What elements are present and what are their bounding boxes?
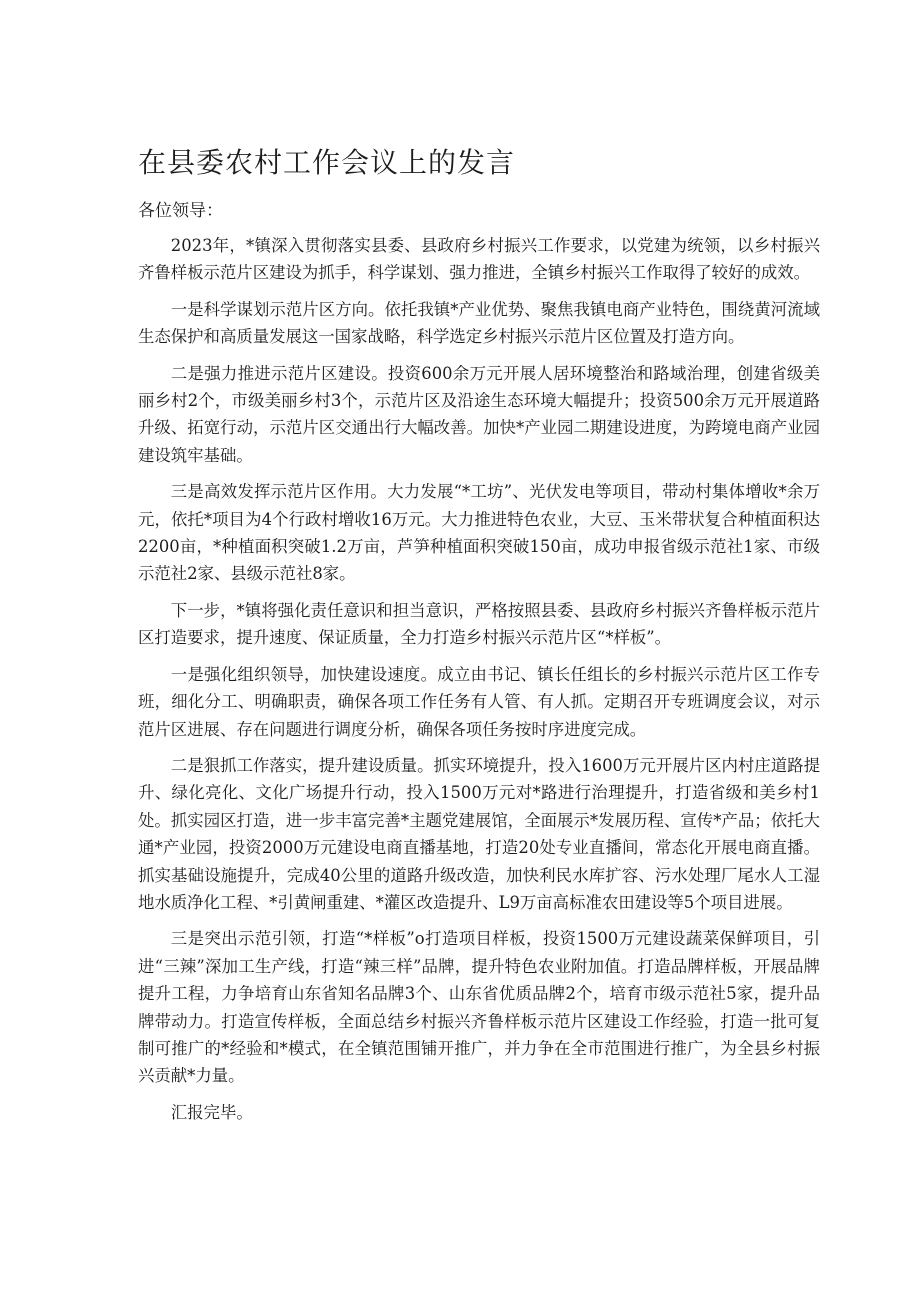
paragraph-next-step: 下一步，*镇将强化责任意识和担当意识，严格按照县委、县政府乡村振兴齐鲁样板示范片区打造要求，提升速度、保证质量，全力打造乡村振兴示范片区“*样板”。 <box>138 600 820 648</box>
paragraph-implementation: 二是狠抓工作落实，提升建设质量。抓实环境提升，投入1600万元开展片区内村庄道路提升、绿化亮化、文化广场提升行动，投入1500万元对*路进行治理提升，打造省级和美乡村1处。抓实园区打造，进一步丰富完善*主题党建展馆，全面展示*发展历程、宣传*产品；依托大通*产业园，投资2000万元建设电商直播基地，打造20处专业直播间，常态化开展电商直播。抓实基础设施提升，完成40公里的道路升级改造，加快利民水库扩容、污水处理厂尾水人工湿地水质净化工程、*引黄闸重建、*灌区改造提升、L9万亩高标准农田建设等5个项目进展。 <box>138 755 820 912</box>
paragraph-intro: 2023年，*镇深入贯彻落实县委、县政府乡村振兴工作要求，以党建为统领，以乡村振兴齐鲁样板示范片区建设为抓手，科学谋划、强力推进，全镇乡村振兴工作取得了较好的成效。 <box>138 236 820 283</box>
paragraph-plan-direction: 一是科学谋划示范片区方向。依托我镇*产业优势、聚焦我镇电商产业特色，围绕黄河流域生态保护和高质量发展这一国家战略，科学选定乡村振兴示范片区位置及打造方向。 <box>138 299 820 347</box>
paragraph-closing: 汇报完毕。 <box>170 1102 253 1122</box>
paragraph-construction: 二是强力推进示范片区建设。投资600余万元开展人居环境整治和路域治理，创建省级美丽乡村2个，市级美丽乡村3个，示范片区及沿途生态环境大幅提升；投资500余万元开展道路升级、拓宽行动，示范片区交通出行大幅改善。加快*产业园二期建设进度，为跨境电商产业园建设筑牢基础。 <box>138 363 820 465</box>
salutation: 各位领导： <box>138 201 223 221</box>
paragraph-organization: 一是强化组织领导，加快建设速度。成立由书记、镇长任组长的乡村振兴示范片区工作专班，细化分工、明确职责，确保各项工作任务有人管、有人抓。定期召开专班调度会议，对示范片区进展、存在问题进行调度分析，确保各项任务按时序进度完成。 <box>138 664 820 739</box>
paragraph-effect: 三是高效发挥示范片区作用。大力发展“*工坊”、光伏发电等项目，带动村集体增收*余万元，依托*项目为4个行政村增收16万元。大力推进特色农业，大豆、玉米带状复合种植面积达2200亩，*种植面积突破1.2万亩，芦笋种植面积突破150亩，成功申报省级示范社1家、市级示范社2家、县级示范社8家。 <box>138 482 820 584</box>
paragraph-demonstration: 三是突出示范引领，打造“*样板”o打造项目样板，投资1500万元建设蔬菜保鲜项目，引进“三辣”深加工生产线，打造“辣三样”品牌，提升特色农业附加值。打造品牌样板，开展品牌提升工程，力争培育山东省知名品牌3个、山东省优质品牌2个，培育市级示范社5家，提升品牌带动力。打造宣传样板，全面总结乡村振兴齐鲁样板示范片区建设工作经验，打造一批可复制可推广的*经验和*模式，在全镇范围铺开推广，并力争在全市范围进行推广，为全县乡村振兴贡献*力量。 <box>138 929 820 1086</box>
document-body <box>138 232 820 1135</box>
page-title: 在县委农村工作会议上的发言 <box>138 146 516 179</box>
